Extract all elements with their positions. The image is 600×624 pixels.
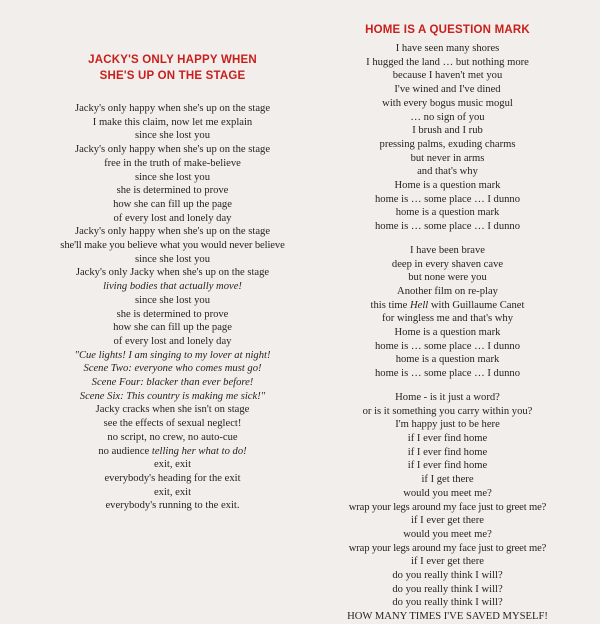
lyric-fragment: this time [370,299,410,311]
lyric-line: if I ever get there [411,556,484,568]
lyric-line: Jacky cracks when she isn't on stage [95,404,250,416]
lyric-line: for wingless me and that's why [381,313,514,325]
lyric-line: exit, exit [153,459,192,471]
lyric-line: since she lost you [134,294,211,306]
lyric-line: wrap your legs around my face just to greet me? [348,542,547,554]
lyric-line: since she lost you [134,130,211,142]
lyric-line: home is … some place … I dunno [374,368,521,380]
lyric-line: do you really think I will? [392,597,503,609]
lyric-line: she is determined to prove [116,185,229,197]
lyric-line: home is … some place … I dunno [374,221,521,233]
lyric-line: free in the truth of make-believe [104,157,241,169]
lyric-line: "Cue lights! I am singing to my lover at night! [74,349,271,361]
lyric-line: would you meet me? [403,487,492,499]
lyric-line: or is it something you carry within you? [362,405,533,417]
lyric-line: I brush and I rub [412,125,483,137]
lyric-line: of every lost and lonely day [113,212,232,224]
lyric-line [315,299,580,313]
lyric-line: since she lost you [134,253,211,265]
lyric-line: she'll make you believe what you would never believe [60,240,285,252]
lyric-line: but none were you [408,272,487,284]
lyric-line: Home - is it just a word? [395,391,500,403]
lyric-line: how she can fill up the page [113,322,232,334]
lyric-line: Jacky's only Jacky when she's up on the stage [75,267,270,279]
lyric-line: Another film on re-play [397,285,498,297]
lyric-line: if I ever find home [407,432,488,444]
lyric-line: everybody's heading for the exit [104,472,241,484]
lyric-line: Home is a question mark [394,180,501,192]
lyric-line: I make this claim, now let me explain [92,116,253,128]
lyric-line: home is a question mark [395,207,500,219]
lyric-line: if I ever find home [407,446,488,458]
lyric-line: I'm happy just to be here [395,419,500,431]
lyric-line: living bodies that actually move! [103,281,242,293]
lyric-line: if I ever find home [407,460,488,472]
lyric-line: but never in arms [410,152,485,164]
lyric-line: deep in every shaven cave [391,258,504,270]
lyric-line: I have been brave [410,244,485,256]
lyric-fragment: with Guillaume Canet [428,299,525,311]
song-title [40,52,305,84]
lyric-line: I hugged the land … but nothing more [366,56,529,68]
stanza-break [315,381,580,391]
lyric-line: home is … some place … I dunno [374,340,521,352]
lyric-line: Scene Four: blacker than ever before! [91,377,254,389]
lyric-line: home is a question mark [395,354,500,366]
lyric-line: I've wined and I've dined [394,84,501,96]
lyric-line: Jacky's only happy when she's up on the stage [74,103,271,114]
lyric-fragment: no audience [98,445,152,457]
lyric-line: Scene Two: everyone who comes must go! [83,363,262,375]
song-jacky [40,52,305,513]
stanza-break [315,234,580,244]
lyric-line: with every bogus music mogul [382,97,513,109]
lyric-line: if I get there [421,474,474,486]
title-line: SHE'S UP ON THE STAGE [99,70,246,82]
lyric-line: do you really think I will? [392,570,503,582]
lyric-line: Home is a question mark [394,327,501,339]
lyric-line: I have seen many shores [395,43,500,54]
lyric-fragment-italic: telling her what to do! [151,445,247,457]
lyric-line: see the effects of sexual neglect! [103,418,242,430]
lyric-line [40,445,305,459]
lyric-line: because I haven't met you [392,70,503,82]
lyric-line: everybody's running to the exit. [105,500,240,512]
lyric-line: HOW MANY TIMES I'VE SAVED MYSELF! [347,611,548,623]
lyric-line: and that's why [417,166,478,178]
lyric-line: Scene Six: This country is making me sick!" [79,390,266,402]
title-line: JACKY'S ONLY HAPPY WHEN [88,54,257,66]
song-title: HOME IS A QUESTION MARK [365,24,530,36]
song-home [315,22,580,624]
lyric-line: would you meet me? [403,528,492,540]
lyric-line: how she can fill up the page [113,198,232,210]
lyric-line: home is … some place … I dunno [374,193,521,205]
lyric-line: she is determined to prove [116,308,229,320]
lyric-line: do you really think I will? [392,583,503,595]
lyric-fragment-italic: Hell [409,299,429,311]
lyric-line: since she lost you [134,171,211,183]
lyric-line: of every lost and lonely day [113,335,232,347]
lyric-line: if I ever get there [411,515,484,527]
lyric-line: no script, no crew, no auto-cue [107,431,238,443]
lyric-line: Jacky's only happy when she's up on the stage [74,144,271,156]
lyric-line: pressing palms, exuding charms [379,138,516,150]
lyric-line: … no sign of you [410,111,485,123]
lyric-line: exit, exit [153,486,192,498]
lyric-line: Jacky's only happy when she's up on the stage [74,226,271,238]
lyric-line: wrap your legs around my face just to greet me? [348,501,547,513]
